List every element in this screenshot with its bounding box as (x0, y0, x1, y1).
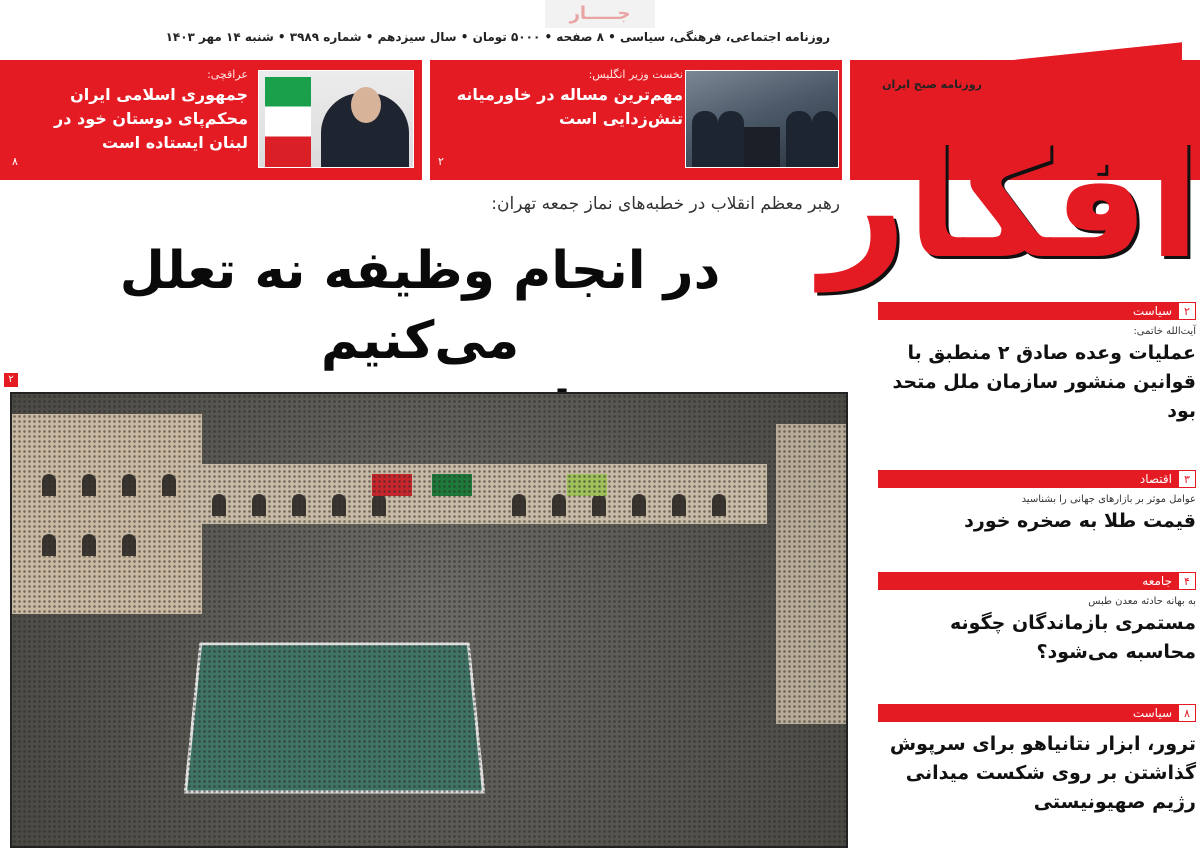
teaser-photo-uk-pm[interactable] (685, 70, 839, 168)
section-bar (878, 470, 1196, 488)
teaser-headline[interactable]: مهم‌ترین مساله در خاورمیانه تنش‌زدایی است (456, 85, 683, 128)
sidebar-kicker: آیت‌الله خاتمی: (1133, 326, 1196, 337)
section-page-number: ۴ (1178, 572, 1196, 590)
sidebar-kicker: عوامل موثر بر بازارهای جهانی را بشناسید (1021, 494, 1196, 505)
logo-tagline: روزنامه صبح ایران (882, 78, 982, 91)
teaser-kicker: نخست وزیر انگلیس: (588, 68, 683, 81)
logo-wordmark: افکار (820, 118, 1200, 292)
main-page-number: ۲ (4, 373, 18, 387)
crowd-texture (12, 394, 846, 846)
teaser-page-number: ۲ (438, 155, 444, 168)
podium (744, 127, 780, 167)
main-headline-line: در انجام وظیفه نه تعلل می‌کنیم (119, 241, 721, 371)
teaser-photo-araghchi[interactable] (258, 70, 414, 168)
section-label: سیاست (1132, 706, 1172, 720)
masthead-logo[interactable] (820, 40, 1200, 300)
section-bar (878, 302, 1196, 320)
teaser-uk-pm[interactable] (438, 68, 683, 172)
section-label: جامعه (1142, 574, 1172, 588)
sidebar-headline[interactable]: عملیات وعده صادق ۲ منطبق با قوانین منشور سازمان ملل متحد بود (892, 342, 1196, 422)
section-label: سیاست (1132, 304, 1172, 318)
section-bar (878, 572, 1196, 590)
sidebar-headline[interactable]: قیمت طلا به صخره خورد (964, 510, 1196, 532)
teaser-headline[interactable]: جمهوری اسلامی ایران محکم‌پای دوستان خود در لبنان ایستاده است (54, 85, 248, 152)
issue-info-line: روزنامه اجتماعی، فرهنگی، سیاسی • ۸ صفحه • ۵۰۰۰ تومان • سال سیزدهم • شماره ۳۹۸۹ • شنبه ۱۴ مهر ۱۴۰۳ (165, 30, 830, 44)
band-divider (422, 60, 430, 180)
watermark-tab: جـــــار (545, 0, 655, 28)
teaser-araghchi[interactable] (12, 68, 248, 172)
sidebar-headline[interactable]: ترور، ابزار نتانیاهو برای سرپوش گذاشتن بر روی شکست میدانی رژیم صهیونیستی (889, 733, 1196, 813)
section-page-number: ۸ (1178, 704, 1196, 722)
sidebar-headline[interactable]: مستمری بازماندگان چگونه محاسبه می‌شود؟ (950, 612, 1196, 663)
main-photo-friday-prayer-crowd[interactable] (10, 392, 848, 848)
teaser-page-number: ۸ (12, 155, 18, 168)
section-label: اقتصاد (1139, 472, 1172, 486)
sidebar-item-politics[interactable] (878, 302, 1196, 460)
sidebar-kicker: به بهانه حادثه معدن طبس (1088, 596, 1196, 607)
sidebar-item-politics-2[interactable] (878, 704, 1196, 834)
teaser-kicker: عراقچی: (207, 68, 248, 81)
section-bar (878, 704, 1196, 722)
section-page-number: ۳ (1178, 470, 1196, 488)
section-page-number: ۲ (1178, 302, 1196, 320)
sidebar-item-economy[interactable] (878, 470, 1196, 562)
sidebar-news (878, 302, 1196, 844)
main-kicker: رهبر معظم انقلاب در خطبه‌های نماز جمعه تهران: (491, 194, 840, 214)
iran-flag-icon (265, 77, 311, 167)
sidebar-item-society[interactable] (878, 572, 1196, 694)
